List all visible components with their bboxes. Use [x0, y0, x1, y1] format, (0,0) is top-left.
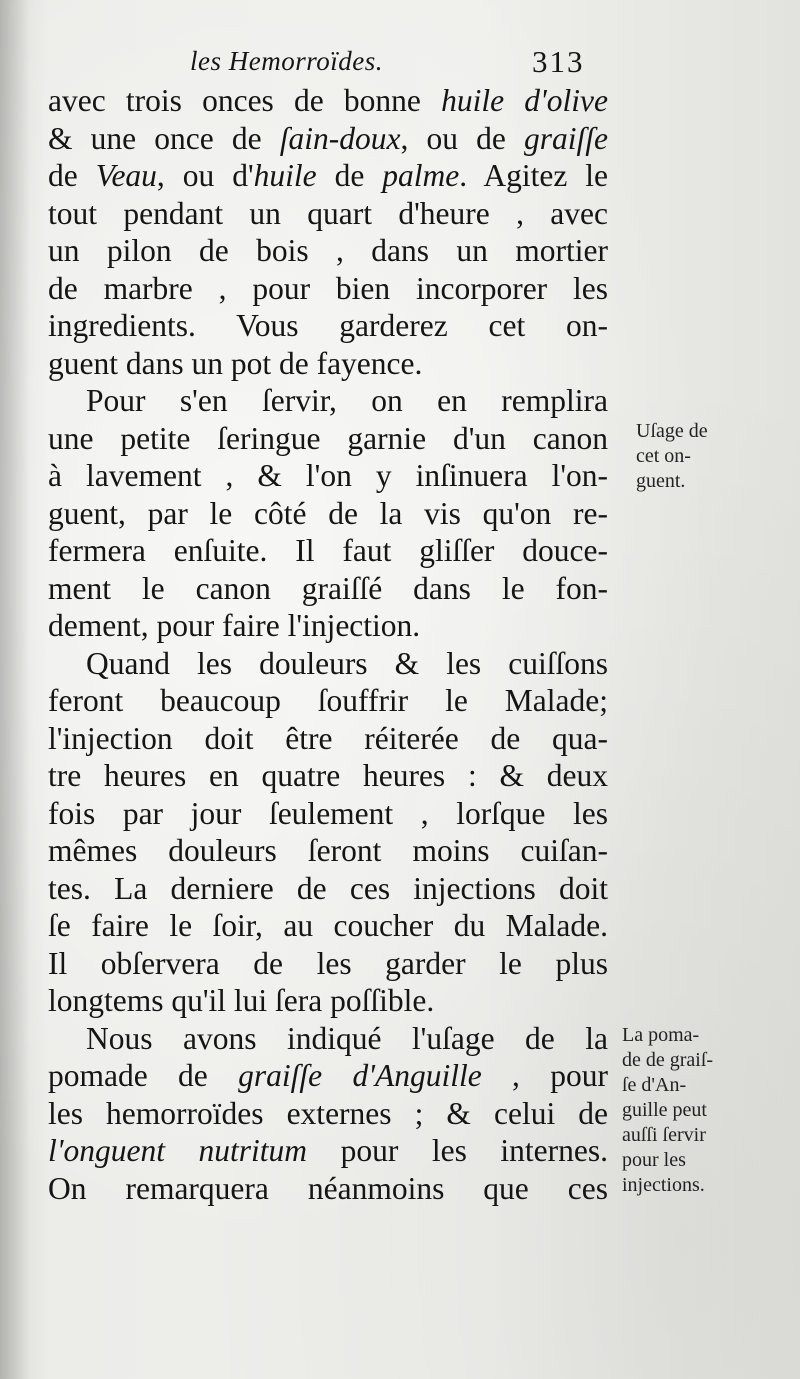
margin-note-usage — [636, 419, 781, 494]
text-line — [48, 645, 608, 683]
page-number: 313 — [532, 44, 585, 79]
text-segment: . Agitez le — [459, 158, 608, 193]
text-line — [48, 832, 608, 870]
text-segment: tre heures en quatre heures : & deux — [48, 758, 608, 793]
text-line — [48, 420, 608, 458]
italic-text: graiſſe — [524, 120, 608, 156]
text-line — [48, 907, 608, 945]
italic-text: huile d'olive — [441, 83, 608, 118]
text-segment: fois par jour ſeulement , lorſque les — [48, 795, 608, 831]
text-line — [48, 682, 608, 720]
text-segment: On remarquera néanmoins que ces — [48, 1170, 608, 1206]
text-line — [48, 1020, 608, 1058]
text-line — [48, 720, 608, 758]
text-line — [48, 345, 608, 383]
text-segment: guent dans un pot de fayence. — [48, 345, 423, 381]
italic-text: Veau — [95, 158, 157, 193]
page-header — [0, 44, 800, 84]
text-segment: de — [316, 158, 383, 193]
text-segment: mêmes douleurs ſeront moins cuiſan- — [48, 833, 608, 868]
margin-note-eel-fat — [622, 1023, 767, 1198]
text-segment: ingredients. Vous garderez cet on- — [48, 308, 608, 343]
text-line — [48, 982, 608, 1020]
text-line — [48, 120, 608, 158]
text-line — [48, 307, 608, 345]
text-line — [48, 795, 608, 833]
margin-note-line: La poma- — [622, 1024, 700, 1046]
text-segment: un pilon de bois , dans un mortier — [48, 233, 608, 268]
text-line — [48, 270, 608, 308]
text-segment: , pour — [481, 1058, 608, 1093]
margin-note-line: de de graiſ- — [622, 1049, 714, 1071]
text-line — [48, 1132, 608, 1170]
text-segment: Nous avons indiqué l'uſage de la — [86, 1020, 608, 1056]
italic-text: ſain-doux — [279, 120, 401, 156]
text-line — [48, 457, 608, 495]
text-segment: Il obſervera de les garder le plus — [48, 945, 608, 981]
gutter-shadow — [0, 0, 30, 1379]
text-segment: les hemorroïdes externes ; & celui de — [48, 1095, 608, 1131]
text-segment: longtems qu'il lui ſera poſſible. — [48, 983, 435, 1018]
text-segment: une petite ſeringue garnie d'un canon — [48, 420, 608, 456]
text-segment: de — [48, 158, 96, 193]
margin-note-line: ſe d'An- — [622, 1074, 687, 1096]
text-line — [48, 945, 608, 983]
text-line — [48, 870, 608, 908]
text-segment: , ou de — [400, 120, 524, 156]
margin-note-line: cet on- — [636, 445, 691, 467]
text-segment: de marbre , pour bien incorporer les — [48, 270, 608, 306]
text-segment: , ou d' — [156, 158, 254, 193]
italic-text: graiſſe d'Anguille — [238, 1058, 482, 1093]
italic-text: palme — [382, 158, 460, 193]
text-line — [48, 570, 608, 608]
text-segment: pomade de — [48, 1058, 239, 1093]
margin-note-line: pour les — [622, 1149, 686, 1171]
text-line — [48, 1057, 608, 1095]
text-line — [48, 1170, 608, 1208]
text-segment: l'injection doit être réiterée de qua- — [48, 720, 608, 756]
italic-text: huile — [253, 158, 317, 193]
text-line — [48, 382, 608, 420]
margin-note-line: auſſi ſervir — [622, 1124, 706, 1146]
text-segment: feront beaucoup ſouffrir le Malade; — [48, 683, 608, 718]
text-segment: Pour s'en ſervir, on en remplira — [86, 383, 608, 418]
margin-note-line: injections. — [622, 1174, 705, 1196]
running-title: les Hemorroïdes. — [190, 46, 383, 76]
text-line — [48, 232, 608, 270]
italic-text: l'onguent nutritum — [48, 1133, 308, 1168]
text-line — [48, 82, 608, 120]
text-line — [48, 157, 608, 195]
margin-note-line: guent. — [636, 470, 686, 492]
margin-note-line: guille peut — [622, 1099, 707, 1121]
text-segment: avec trois onces de bonne — [48, 83, 442, 118]
text-segment: tes. La derniere de ces injections doit — [48, 870, 608, 906]
text-line — [48, 495, 608, 533]
text-line — [48, 757, 608, 795]
text-line — [48, 1095, 608, 1133]
text-segment: ment le canon graiſſé dans le fon- — [48, 570, 608, 606]
text-segment: & une once de — [48, 120, 280, 156]
text-segment: guent, par le côté de la vis qu'on re- — [48, 495, 608, 531]
text-segment: dement, pour faire l'injection. — [48, 608, 421, 643]
text-line — [48, 532, 608, 570]
body-text — [48, 82, 608, 1207]
text-segment: Quand les douleurs & les cuiſſons — [86, 645, 608, 681]
text-line — [48, 607, 608, 645]
text-segment: à lavement , & l'on y inſinuera l'on- — [48, 458, 608, 493]
text-segment: pour les internes. — [307, 1133, 608, 1168]
text-line — [48, 195, 608, 233]
text-segment: tout pendant un quart d'heure , avec — [48, 195, 608, 231]
text-segment: ſe faire le ſoir, au coucher du Malade. — [48, 908, 608, 943]
text-segment: fermera enſuite. Il faut gliſſer douce- — [48, 533, 608, 568]
margin-note-line: Uſage de — [636, 420, 708, 442]
